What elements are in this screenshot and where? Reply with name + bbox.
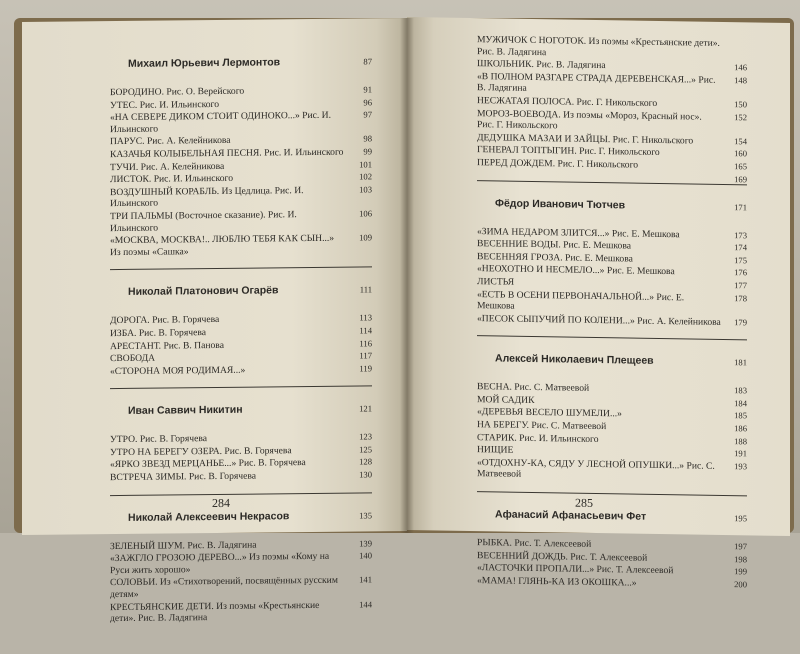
entry-title: «НЕОХОТНО И НЕСМЕЛО...» Рис. Е. Мешкова — [477, 263, 675, 278]
entry-title: «МАМА! ГЛЯНЬ-КА ИЗ ОКОШКА...» — [477, 574, 637, 589]
entry-page-number: 109 — [359, 232, 372, 243]
entry-page-number: 150 — [734, 99, 747, 110]
author-name: Николай Платонович Огарёв — [128, 284, 279, 299]
left-page-number: 284 — [212, 495, 230, 511]
entry-page-number: 128 — [359, 456, 372, 467]
entry-title: ШКОЛЬНИК. Рис. В. Ладягина — [477, 58, 606, 72]
entry-title: НА БЕРЕГУ. Рис. С. Матвеевой — [477, 419, 607, 433]
entry-title: ЗЕЛЕНЫЙ ШУМ. Рис. В. Ладягина — [110, 539, 257, 552]
entry-title: СВОБОДА — [110, 352, 156, 365]
contents-entry — [110, 363, 372, 377]
entry-title: МОЙ САДИК — [477, 393, 535, 406]
author-name: Михаил Юрьевич Лермонтов — [128, 56, 281, 70]
entry-title: НЕСЖАТАЯ ПОЛОСА. Рис. Г. Никольского — [477, 95, 658, 109]
entry-page-number: 101 — [359, 158, 372, 170]
author-name: Афанасий Афанасьевич Фет — [495, 508, 647, 523]
contents-entry — [110, 184, 372, 210]
entry-title: НИЩИЕ — [477, 444, 514, 456]
author-heading — [128, 510, 372, 527]
author-heading — [128, 285, 372, 302]
entry-title: ДОРОГА. Рис. В. Горячева — [110, 314, 220, 327]
entry-title: ВОЗДУШНЫЙ КОРАБЛЬ. Из Цедлица. Рис. И. Ильинского — [110, 184, 304, 210]
entry-page-number: 113 — [359, 312, 372, 323]
entry-page-number: 165 — [734, 161, 747, 172]
entry-page-number: 200 — [734, 578, 747, 590]
author-section — [477, 353, 747, 496]
contents-entry — [110, 232, 372, 258]
right-page-number: 285 — [575, 495, 593, 510]
entry-title: «ПЕСОК СЫПУЧИЙ ПО КОЛЕНИ...» Рис. А. Келейникова — [477, 312, 721, 328]
entry-page-number: 191 — [734, 448, 747, 459]
entry-page-number: 173 — [734, 229, 747, 240]
author-name: Николай Алексеевич Некрасов — [128, 509, 290, 524]
entry-title: МОРОЗ-ВОЕВОДА. Из поэмы «Мороз, Красный нос». Рис. Г. Никольского — [477, 107, 702, 132]
book-gutter — [400, 18, 414, 533]
author-page-number: 195 — [734, 513, 747, 524]
contents-entry — [477, 289, 747, 316]
entry-page-number: 125 — [359, 444, 372, 455]
entry-title: БОРОДИНО. Рис. О. Верейского — [110, 85, 245, 99]
author-name: Фёдор Иванович Тютчев — [495, 196, 626, 211]
entry-page-number: 117 — [359, 350, 372, 361]
contents-entry — [110, 575, 372, 601]
author-name: Иван Саввич Никитин — [128, 403, 243, 418]
author-heading — [128, 56, 372, 73]
entry-page-number: 186 — [734, 423, 747, 434]
entry-page-number: 175 — [734, 254, 747, 266]
entry-title: ВСТРЕЧА ЗИМЫ. Рис. В. Горячева — [110, 470, 257, 484]
entry-title: ТУЧИ. Рис. А. Келейникова — [110, 160, 225, 173]
entry-title: КРЕСТЬЯНСКИЕ ДЕТИ. Из поэмы «Крестьянские дети». Рис. В. Ладягина — [110, 599, 320, 625]
entry-title: ВЕСЕННИЙ ДОЖДЬ. Рис. Т. Алексеевой — [477, 549, 648, 564]
entry-page-number: 98 — [363, 133, 372, 144]
entry-page-number: 176 — [734, 267, 747, 278]
entry-title: ЛИСТЬЯ — [477, 275, 515, 288]
entry-page-number: 152 — [734, 111, 747, 122]
entry-page-number: 148 — [734, 74, 747, 86]
entry-page-number: 141 — [359, 574, 372, 585]
entry-title: «НА СЕВЕРЕ ДИКОМ СТОИТ ОДИНОКО...» Рис. И. Ильинского — [110, 109, 332, 135]
entry-page-number: 177 — [734, 280, 747, 291]
right-contents-column — [477, 34, 747, 619]
entry-page-number: 146 — [734, 62, 747, 73]
entry-page-number: 144 — [359, 598, 372, 610]
entry-page-number: 193 — [734, 460, 747, 472]
entry-page-number: 123 — [359, 431, 372, 442]
entry-title: СОЛОВЬИ. Из «Стихотворений, посвящённых русским детям» — [110, 575, 338, 601]
entry-page-number: 119 — [359, 363, 372, 374]
entry-title: «ОТДОХНУ-КА, СЯДУ У ЛЕСНОЙ ОПУШКИ...» Рис. С. Матвеевой — [477, 456, 715, 481]
author-heading — [128, 404, 372, 421]
entry-title: ИЗБА. Рис. В. Горячева — [110, 326, 207, 340]
entry-title: УТРО НА БЕРЕГУ ОЗЕРА. Рис. В. Горячева — [110, 445, 292, 458]
contents-entry — [477, 34, 747, 61]
author-heading — [495, 509, 747, 527]
entry-title: ВЕСЕННИЕ ВОДЫ. Рис. Е. Мешкова — [477, 238, 631, 252]
entry-page-number: 183 — [734, 385, 747, 396]
author-section — [477, 509, 747, 602]
contents-entry — [110, 208, 372, 234]
contents-entry — [110, 599, 372, 625]
contents-entry — [110, 469, 372, 483]
entry-title: ЛИСТОК. Рис. И. Ильинского — [110, 172, 234, 186]
entry-page-number: 140 — [359, 550, 372, 561]
entry-page-number: 174 — [734, 242, 747, 253]
entry-title: АРЕСТАНТ. Рис. В. Панова — [110, 339, 224, 352]
entry-page-number: 185 — [734, 410, 747, 421]
author-page-number: 111 — [359, 284, 372, 295]
entry-title: СТАРИК. Рис. И. Ильинского — [477, 431, 599, 445]
entry-page-number: 160 — [734, 148, 747, 159]
right-page — [407, 17, 790, 590]
author-section — [477, 198, 747, 341]
entry-title: ВЕСЕННЯЯ ГРОЗА. Рис. Е. Мешкова — [477, 250, 633, 265]
entry-page-number: 91 — [363, 84, 372, 95]
contents-entry — [110, 110, 372, 136]
entry-page-number: 102 — [359, 171, 372, 182]
entry-title: КАЗАЧЬЯ КОЛЫБЕЛЬНАЯ ПЕСНЯ. Рис. И. Ильинского — [110, 146, 344, 161]
contents-entry — [477, 71, 747, 98]
entry-title: РЫБКА. Рис. Т. Алексеевой — [477, 537, 592, 550]
author-section — [477, 34, 747, 185]
author-page-number: 171 — [734, 201, 747, 212]
entry-title: «ЗИМА НЕДАРОМ ЗЛИТСЯ...» Рис. Е. Мешкова — [477, 225, 680, 240]
author-name: Алексей Николаевич Плещеев — [495, 352, 654, 368]
entry-title: УТЕС. Рис. И. Ильинского — [110, 98, 220, 111]
entry-page-number: 106 — [359, 208, 372, 219]
contents-entry — [477, 457, 747, 484]
author-heading — [495, 354, 747, 372]
entry-page-number: 130 — [359, 469, 372, 480]
author-page-number: 135 — [359, 510, 372, 521]
entry-page-number: 197 — [734, 541, 747, 552]
entry-title: «ДЕРЕВЬЯ ВЕСЕЛО ШУМЕЛИ...» — [477, 406, 622, 420]
author-section — [110, 404, 372, 496]
entry-page-number: 199 — [734, 566, 747, 577]
entry-page-number: 169 — [734, 173, 747, 184]
author-page-number: 181 — [734, 357, 747, 368]
entry-title: ВЕСНА. Рис. С. Матвеевой — [477, 381, 590, 395]
entry-page-number: 188 — [734, 435, 747, 446]
entry-title: «В ПОЛНОМ РАЗГАРЕ СТРАДА ДЕРЕВЕНСКАЯ...» Рис. В. Ладягина — [477, 70, 716, 95]
entry-page-number: 198 — [734, 553, 747, 564]
entry-page-number: 184 — [734, 398, 747, 409]
author-section — [110, 510, 372, 636]
entry-title: ДЕДУШКА МАЗАИ И ЗАЙЦЫ. Рис. Г. Никольского — [477, 131, 694, 147]
entry-title: ТРИ ПАЛЬМЫ (Восточное сказание). Рис. И. Ильинского — [110, 209, 297, 234]
entry-title: «ЗАЖГЛО ГРОЗОЮ ДЕРЕВО...» Из поэмы «Кому на Руси жить хорошо» — [110, 551, 330, 576]
left-contents-column — [110, 50, 372, 653]
entry-title: «СТОРОНА МОЯ РОДИМАЯ...» — [110, 364, 246, 377]
left-page — [22, 18, 407, 625]
entry-page-number: 99 — [363, 146, 372, 157]
entry-page-number: 154 — [734, 135, 747, 147]
entry-title: «ЕСТЬ В ОСЕНИ ПЕРВОНАЧАЛЬНОЙ...» Рис. Е. Мешкова — [477, 288, 685, 312]
entry-title: «ЯРКО ЗВЕЗД МЕРЦАНЬЕ...» Рис. В. Горячева — [110, 457, 306, 471]
author-heading — [495, 198, 747, 216]
entry-page-number: 114 — [359, 325, 372, 336]
entry-title: УТРО. Рис. В. Горячева — [110, 433, 208, 446]
entry-page-number: 103 — [359, 184, 372, 195]
entry-title: ПАРУС. Рис. А. Келейникова — [110, 135, 231, 148]
entry-title: МУЖИЧОК С НОГОТОК. Из поэмы «Крестьянские дети». Рис. В. Ладягина — [477, 34, 720, 58]
entry-title: «МОСКВА, МОСКВА!.. ЛЮБЛЮ ТЕБЯ КАК СЫН...» Из поэмы «Сашка» — [110, 232, 335, 258]
entry-page-number: 97 — [363, 109, 372, 120]
author-page-number: 87 — [363, 56, 372, 67]
entry-title: ПЕРЕД ДОЖДЕМ. Рис. Г. Никольского — [477, 157, 639, 171]
entry-title: «ЛАСТОЧКИ ПРОПАЛИ...» Рис. Т. Алексеевой — [477, 562, 674, 577]
contents-entry — [477, 108, 747, 135]
entry-page-number: 96 — [363, 96, 372, 108]
contents-entry — [110, 551, 372, 577]
entry-title: ГЕНЕРАЛ ТОПТЫГИН. Рис. Г. Никольского — [477, 144, 660, 159]
entry-page-number: 116 — [359, 337, 372, 348]
entry-page-number: 179 — [734, 316, 747, 328]
author-page-number: 121 — [359, 403, 372, 414]
author-section — [110, 56, 372, 270]
entry-page-number: 178 — [734, 292, 747, 303]
entry-page-number: 139 — [359, 538, 372, 549]
author-section — [110, 285, 372, 390]
